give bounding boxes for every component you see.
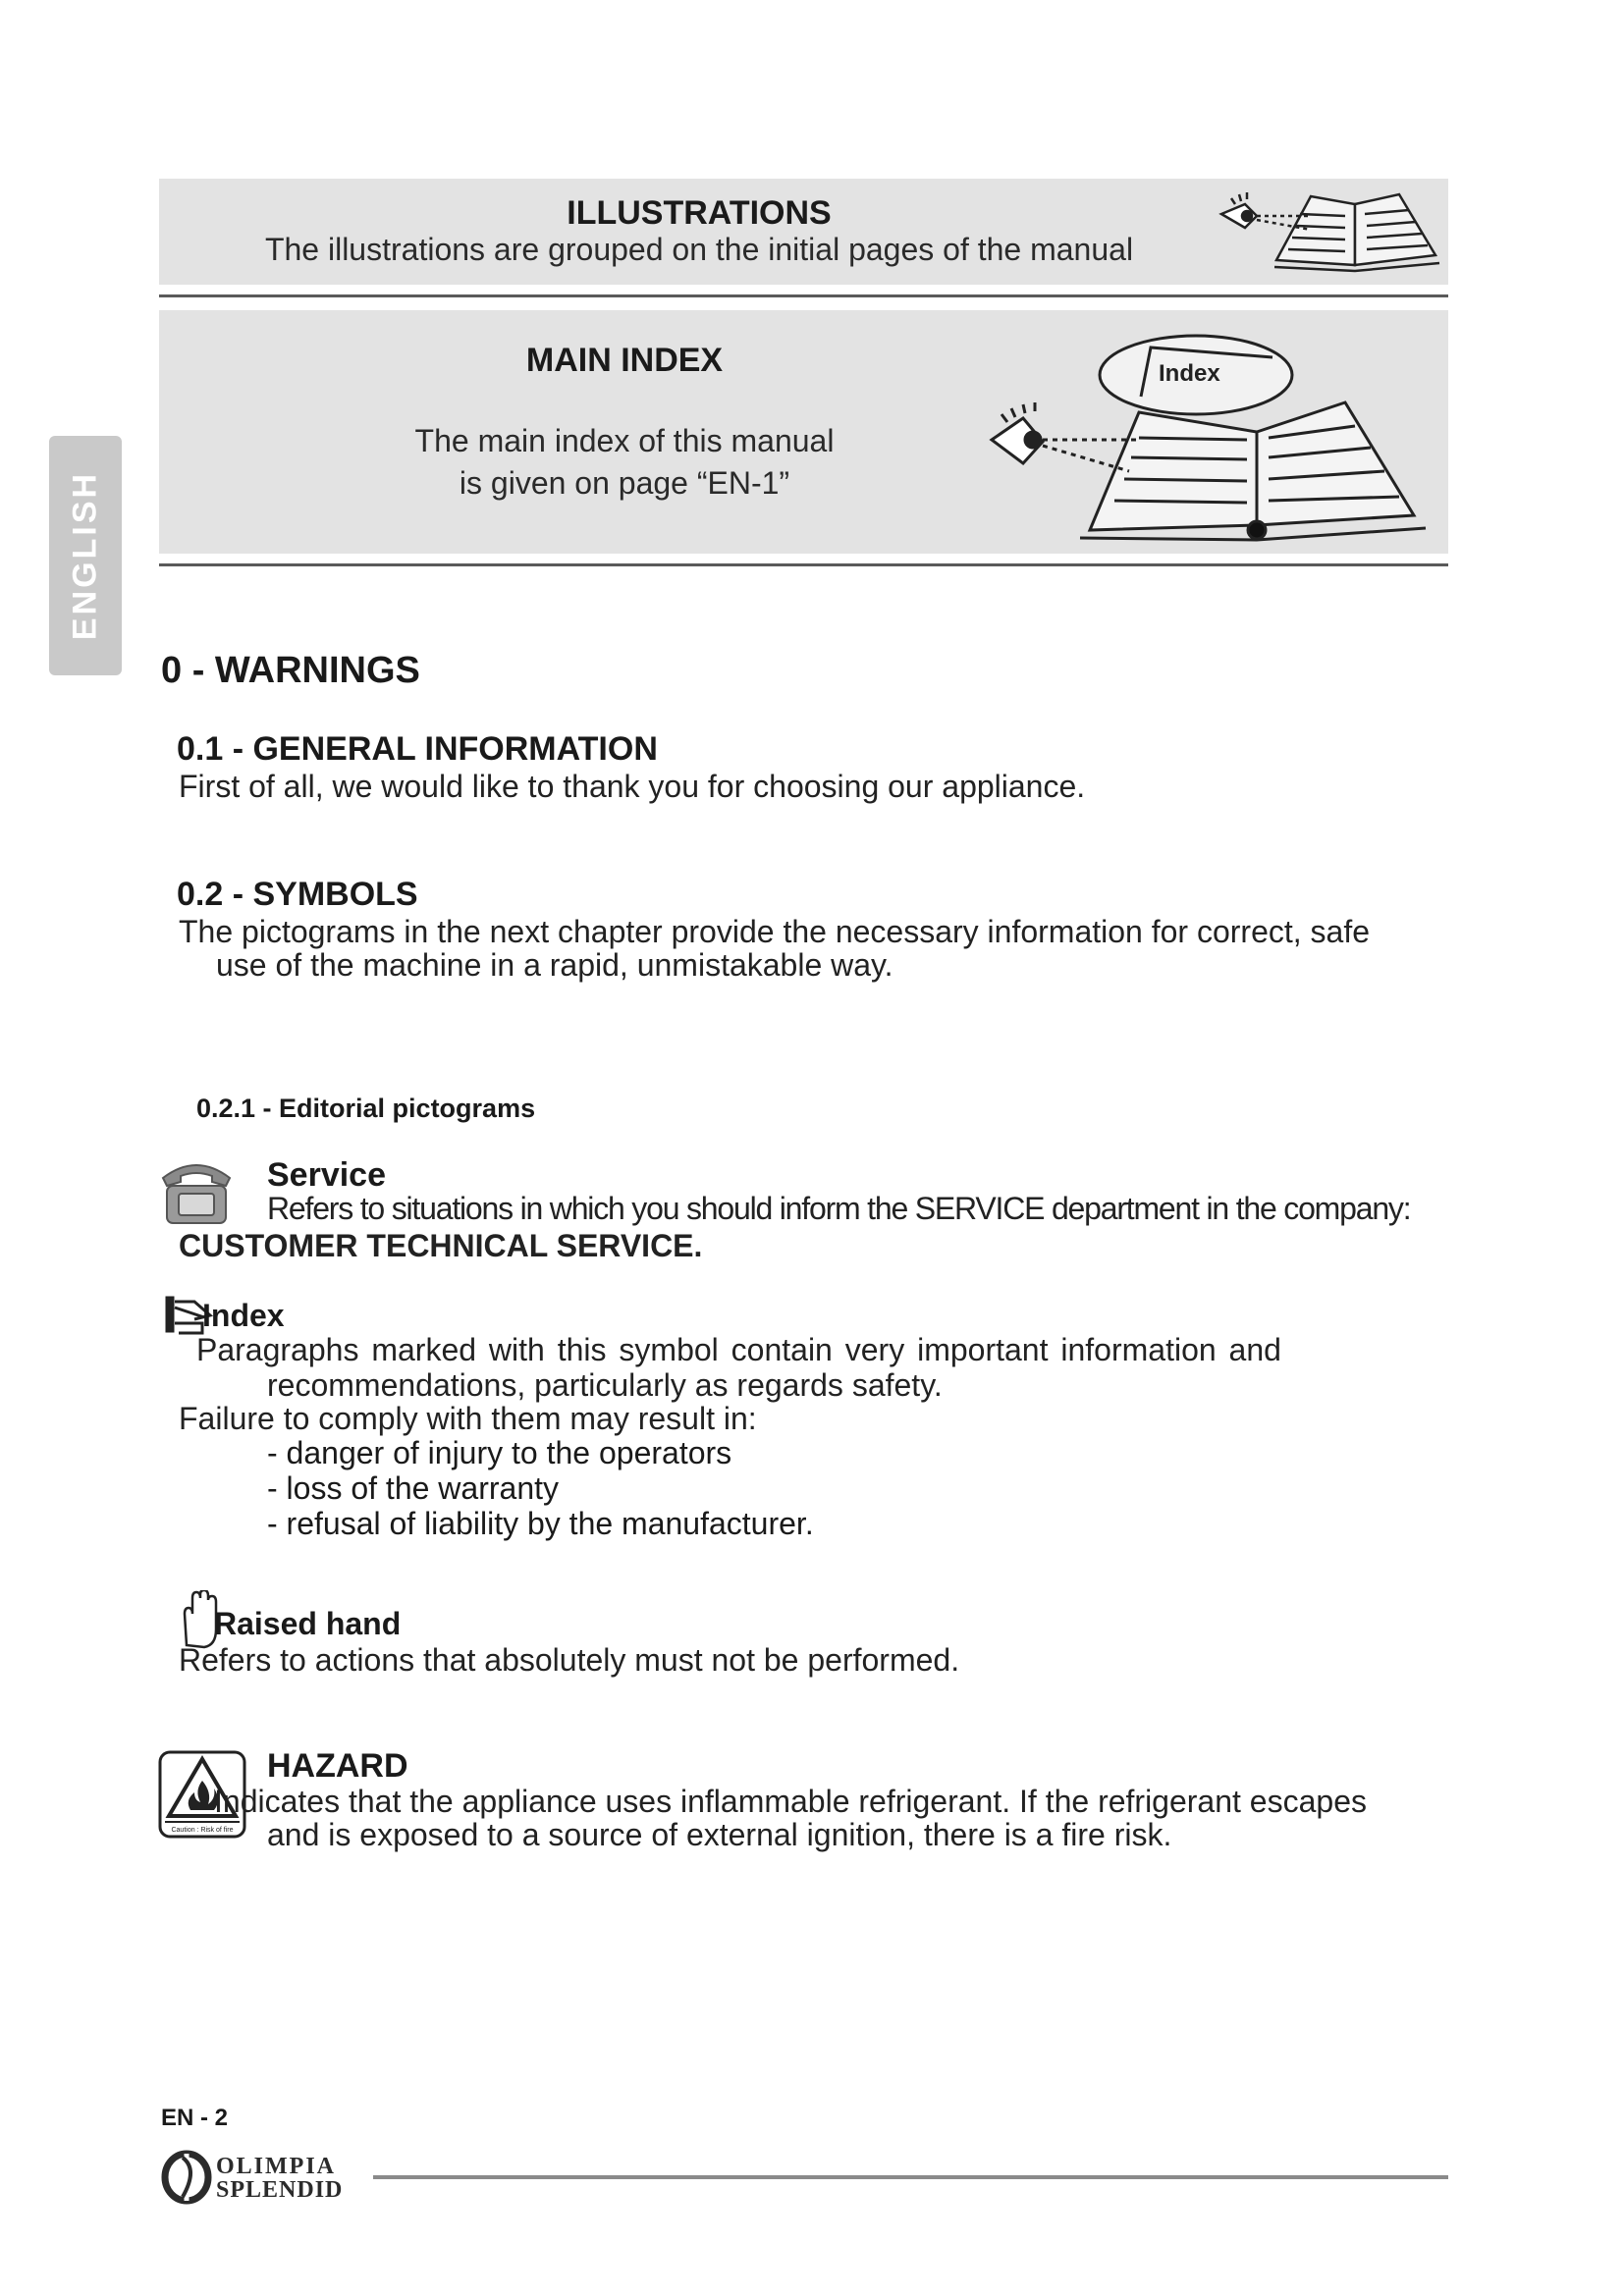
book-index-label: Index [1159,360,1220,387]
open-book-eye-icon [1218,187,1443,277]
telephone-icon [157,1156,236,1227]
illustrations-title: ILLUSTRATIONS [567,194,832,232]
brand-name-line1: OLIMPIA [216,2154,336,2179]
list-item: - loss of the warranty [267,1470,559,1506]
symbols-line2: use of the machine in a rapid, unmistakable way. [216,947,893,983]
editorial-heading: 0.2.1 - Editorial pictograms [196,1094,536,1123]
index-symbol-line1: Paragraphs marked with this symbol contain very important information and [196,1332,1281,1367]
index-book-eye-icon [982,324,1443,545]
service-text: Refers to situations in which you should inform the SERVICE department in the company: [267,1191,1411,1226]
divider [159,294,1448,297]
service-bold: CUSTOMER TECHNICAL SERVICE. [179,1228,703,1263]
main-index-line1: The main index of this manual [414,423,835,458]
symbols-heading: 0.2 - SYMBOLS [177,876,418,913]
main-index-title: MAIN INDEX [525,342,724,379]
index-symbol-line2: recommendations, particularly as regards safety. [267,1367,943,1403]
hazard-line1: Indicates that the appliance uses inflammable refrigerant. If the refrigerant escapes [214,1784,1367,1819]
general-info-text: First of all, we would like to thank you for choosing our appliance. [179,769,1086,804]
page-number: EN - 2 [161,2105,229,2131]
hazard-icon-caption: Caution : Risk of fire [171,1827,234,1834]
brand-logo-icon [159,2150,214,2205]
symbols-line1: The pictograms in the next chapter provide the necessary information for correct, safe [179,914,1371,949]
language-tab-label: ENGLISH [66,470,104,641]
list-item: - danger of injury to the operators [267,1435,732,1470]
list-item: - refusal of liability by the manufacturer. [267,1506,814,1541]
brand-name-line2: SPLENDID [216,2177,344,2203]
main-index-line2: is given on page “EN-1” [459,465,790,501]
consequence-list [267,1435,814,1541]
hazard-line2: and is exposed to a source of external ignition, there is a fire risk. [267,1817,1172,1852]
footer-divider [373,2175,1448,2179]
raised-hand-text: Refers to actions that absolutely must not be performed. [179,1642,960,1678]
language-tab [49,436,122,675]
illustrations-description: The illustrations are grouped on the initial pages of the manual [264,232,1134,267]
index-symbol-line3: Failure to comply with them may result in: [179,1401,757,1436]
divider [159,563,1448,566]
raised-hand-title: Raised hand [214,1606,402,1641]
service-title: Service [267,1156,386,1194]
warnings-heading: 0 - WARNINGS [161,650,420,691]
general-info-heading: 0.1 - GENERAL INFORMATION [177,730,658,768]
index-symbol-title: Index [202,1298,285,1333]
hazard-title: HAZARD [267,1747,408,1785]
